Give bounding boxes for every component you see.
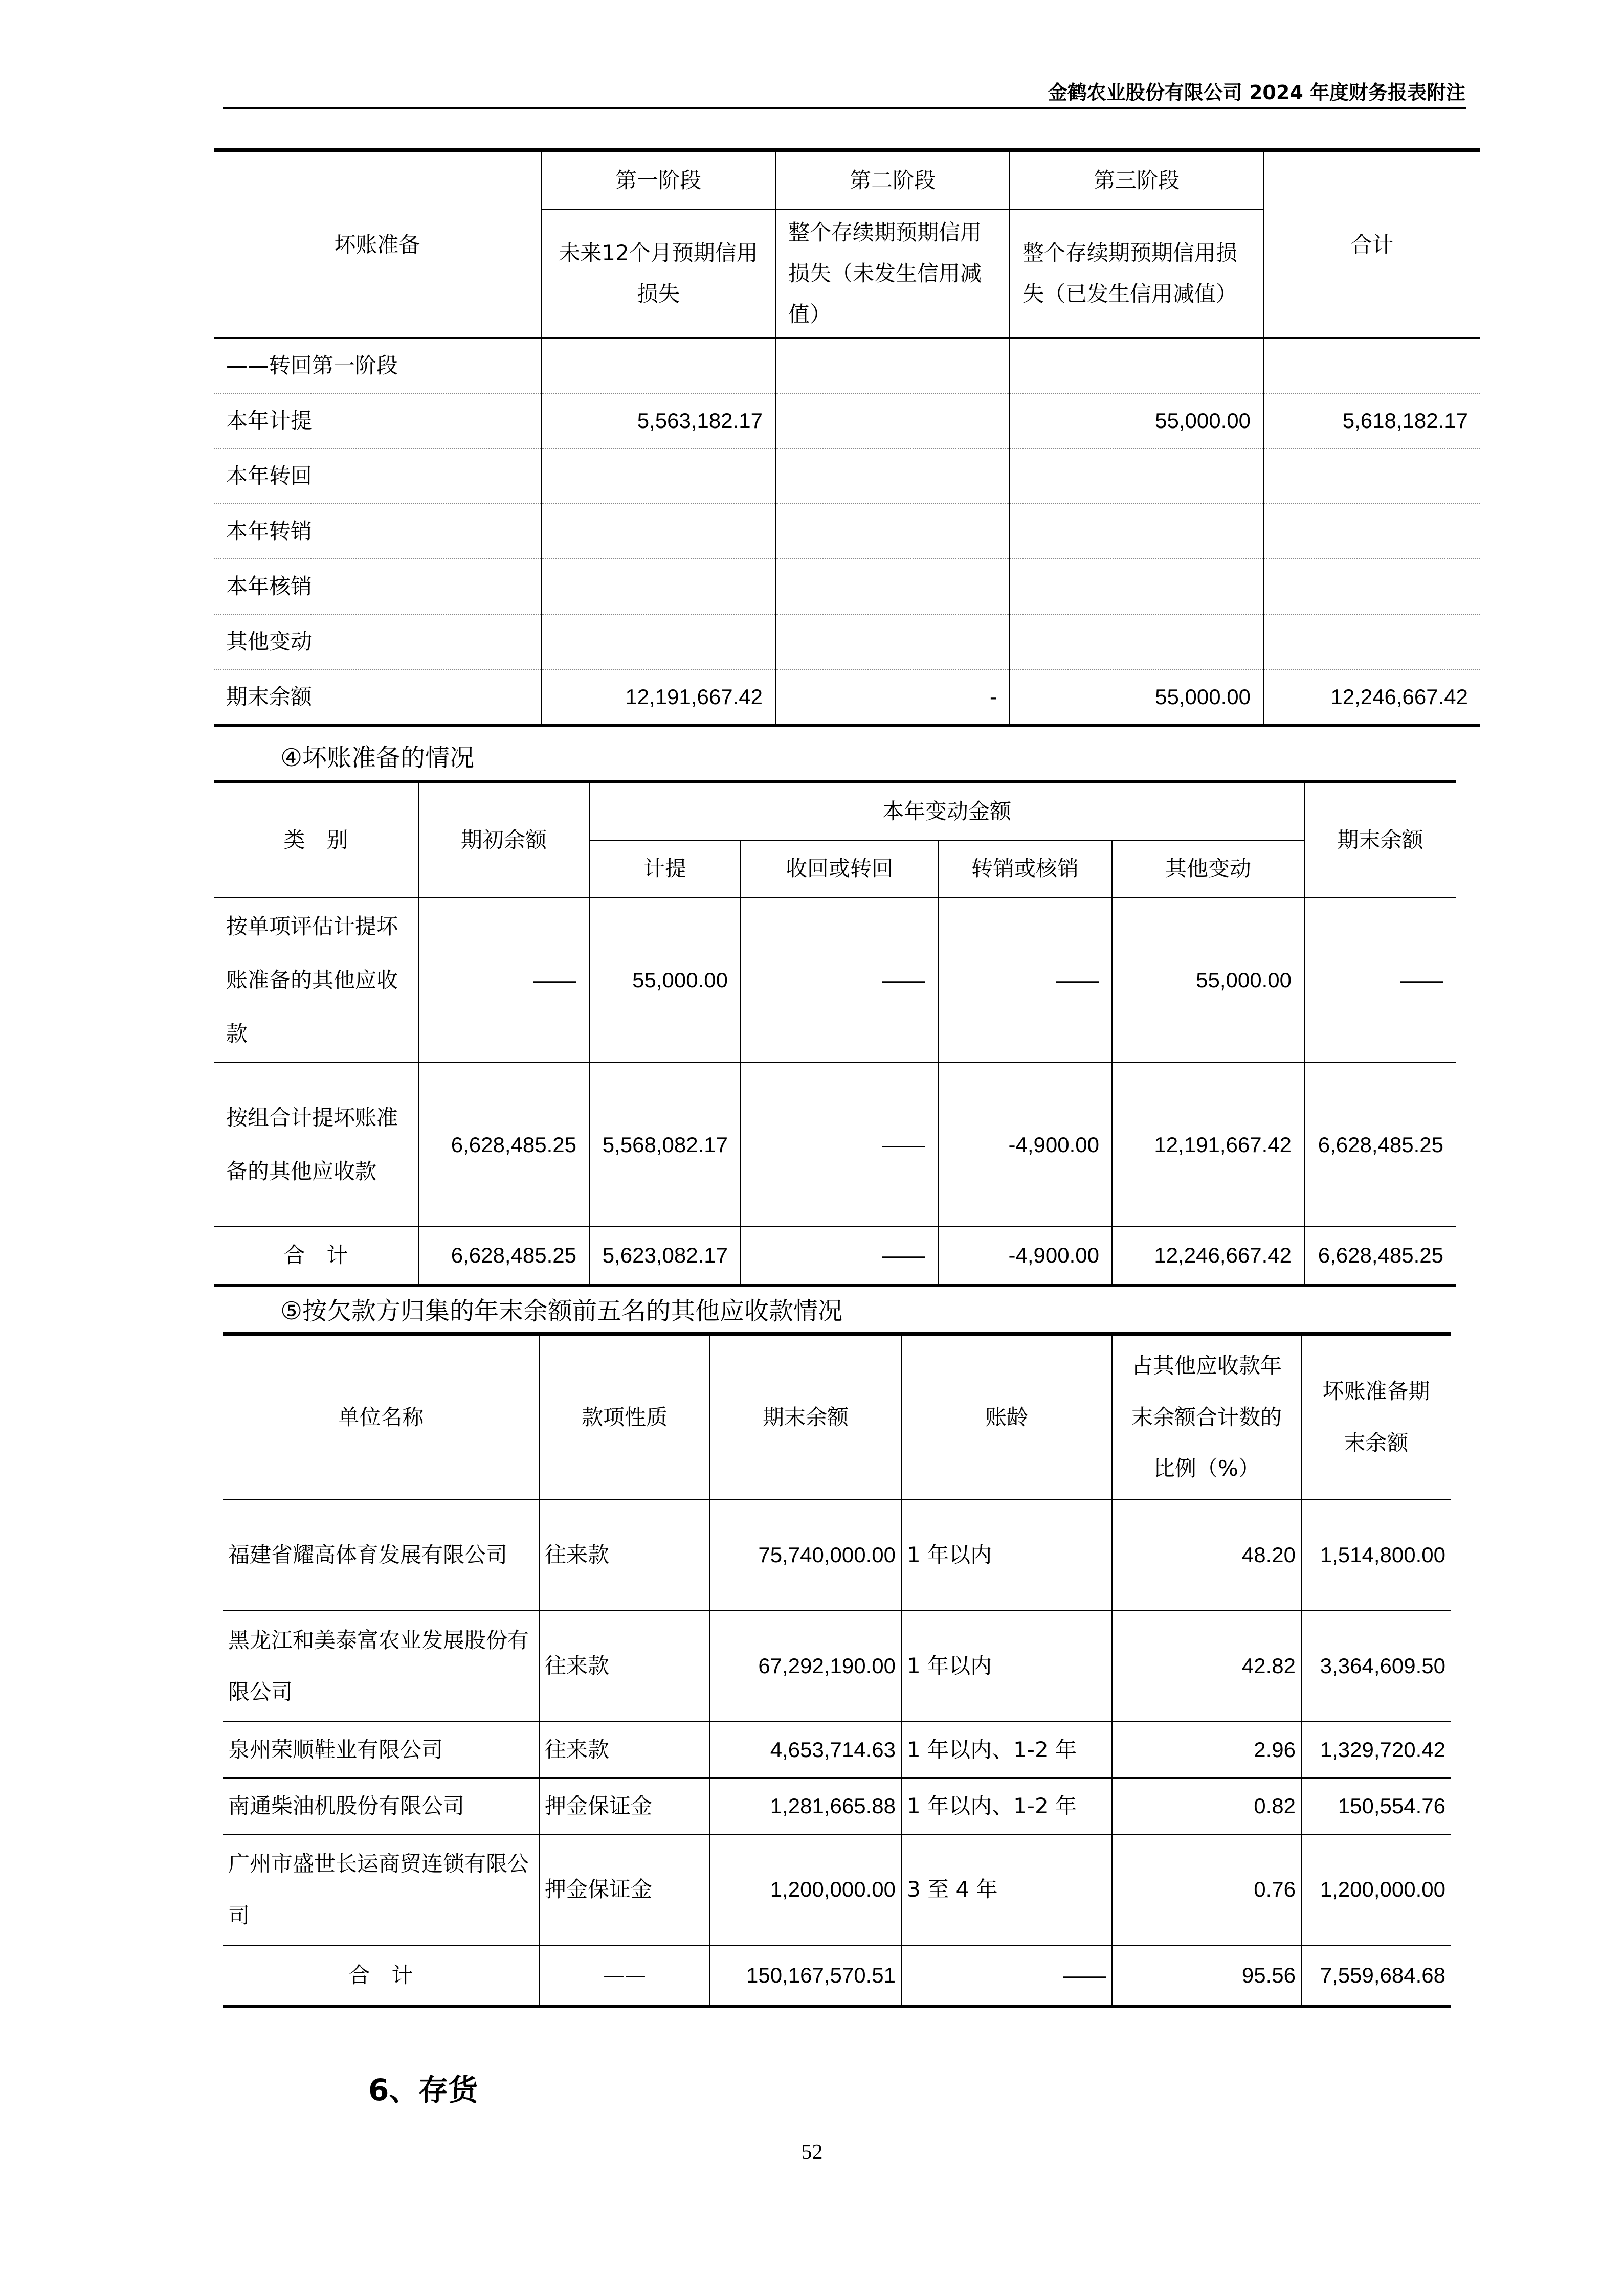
total-value: 12,246,667.42 bbox=[1263, 669, 1480, 726]
stage-2-value bbox=[775, 393, 1010, 448]
category-cell: 按组合计提坏账准备的其他应收款 bbox=[214, 1062, 418, 1227]
stage-2-value bbox=[775, 504, 1010, 559]
recovery-cell: —— bbox=[741, 897, 938, 1062]
nature-cell: 往来款 bbox=[539, 1722, 710, 1778]
name-cell: 黑龙江和美泰富农业发展股份有限公司 bbox=[223, 1611, 539, 1722]
table-row bbox=[214, 448, 1480, 504]
name-cell: 泉州荣顺鞋业有限公司 bbox=[223, 1722, 539, 1778]
header-aging: 账龄 bbox=[901, 1334, 1112, 1500]
total-header-cell: 合计 bbox=[1263, 150, 1480, 338]
aging-cell: 1 年以内、1-2 年 bbox=[901, 1778, 1112, 1834]
table-row bbox=[214, 504, 1480, 559]
header-allowance: 坏账准备期末余额 bbox=[1301, 1334, 1451, 1500]
stage-2-label: 第二阶段 bbox=[775, 150, 1010, 209]
name-cell: 广州市盛世长运商贸连锁有限公司 bbox=[223, 1834, 539, 1945]
row-label: 本年计提 bbox=[214, 393, 541, 448]
row-label: 本年核销 bbox=[214, 559, 541, 614]
stage-3-value: 55,000.00 bbox=[1010, 393, 1263, 448]
header-nature: 款项性质 bbox=[539, 1334, 710, 1500]
total-row bbox=[223, 1945, 1451, 2006]
stage-2-desc: 整个存续期预期信用损失（未发生信用减值） bbox=[775, 209, 1010, 338]
recovery-cell: —— bbox=[741, 1227, 938, 1285]
table-row bbox=[214, 897, 1456, 1062]
stage-2-value bbox=[775, 338, 1010, 393]
page-header-title: 金鹤农业股份有限公司 2024 年度财务报表附注 bbox=[1048, 81, 1465, 104]
table-row bbox=[214, 1062, 1456, 1227]
ratio-cell: 42.82 bbox=[1112, 1611, 1301, 1722]
stage-3-value bbox=[1010, 559, 1263, 614]
accrual-cell: 5,623,082.17 bbox=[589, 1227, 741, 1285]
opening-cell: 6,628,485.25 bbox=[418, 1062, 589, 1227]
balance-cell: 150,167,570.51 bbox=[710, 1945, 901, 2006]
name-cell: 福建省耀高体育发展有限公司 bbox=[223, 1500, 539, 1611]
nature-cell: 押金保证金 bbox=[539, 1834, 710, 1945]
row-label: 其他变动 bbox=[214, 614, 541, 669]
row-header-cell: 坏账准备 bbox=[214, 150, 541, 338]
ratio-cell: 0.76 bbox=[1112, 1834, 1301, 1945]
allowance-cell: 3,364,609.50 bbox=[1301, 1611, 1451, 1722]
closing-cell: —— bbox=[1304, 897, 1456, 1062]
allowance-cell: 150,554.76 bbox=[1301, 1778, 1451, 1834]
accrual-cell: 55,000.00 bbox=[589, 897, 741, 1062]
header-opening: 期初余额 bbox=[418, 782, 589, 898]
balance-cell: 67,292,190.00 bbox=[710, 1611, 901, 1722]
writeoff-cell: —— bbox=[938, 897, 1112, 1062]
header-rule bbox=[223, 107, 1466, 109]
nature-cell: —— bbox=[539, 1945, 710, 2006]
opening-cell: —— bbox=[418, 897, 589, 1062]
stage-2-value bbox=[775, 614, 1010, 669]
total-value bbox=[1263, 559, 1480, 614]
accrual-cell: 5,568,082.17 bbox=[589, 1062, 741, 1227]
total-row bbox=[214, 1227, 1456, 1285]
header-writeoff: 转销或核销 bbox=[938, 840, 1112, 897]
total-label: 合 计 bbox=[223, 1945, 539, 2006]
header-accrual: 计提 bbox=[589, 840, 741, 897]
writeoff-cell: -4,900.00 bbox=[938, 1062, 1112, 1227]
row-label: ——转回第一阶段 bbox=[214, 338, 541, 393]
writeoff-cell: -4,900.00 bbox=[938, 1227, 1112, 1285]
header-name: 单位名称 bbox=[223, 1334, 539, 1500]
total-label: 合 计 bbox=[214, 1227, 418, 1285]
total-value bbox=[1263, 448, 1480, 504]
allowance-stage-table bbox=[214, 148, 1480, 727]
table-row bbox=[223, 1834, 1451, 1945]
stage-1-value bbox=[541, 559, 775, 614]
header-ratio: 占其他应收款年末余额合计数的比例（%） bbox=[1112, 1334, 1301, 1500]
name-cell: 南通柴油机股份有限公司 bbox=[223, 1778, 539, 1834]
ratio-cell: 0.82 bbox=[1112, 1778, 1301, 1834]
page-number: 52 bbox=[801, 2141, 823, 2164]
header-balance: 期末余额 bbox=[710, 1334, 901, 1500]
stage-3-value bbox=[1010, 504, 1263, 559]
ratio-cell: 48.20 bbox=[1112, 1500, 1301, 1611]
stage-3-value: 55,000.00 bbox=[1010, 669, 1263, 726]
stage-2-value: - bbox=[775, 669, 1010, 726]
section-4-title: ④坏账准备的情况 bbox=[280, 744, 475, 772]
stage-3-value bbox=[1010, 338, 1263, 393]
closing-cell: 6,628,485.25 bbox=[1304, 1227, 1456, 1285]
table-row bbox=[214, 393, 1480, 448]
category-cell: 按单项评估计提坏账准备的其他应收款 bbox=[214, 897, 418, 1062]
table-row bbox=[223, 1500, 1451, 1611]
stage-2-value bbox=[775, 448, 1010, 504]
total-value: 5,618,182.17 bbox=[1263, 393, 1480, 448]
total-value bbox=[1263, 504, 1480, 559]
ratio-cell: 2.96 bbox=[1112, 1722, 1301, 1778]
other-cell: 55,000.00 bbox=[1112, 897, 1304, 1062]
stage-1-value bbox=[541, 504, 775, 559]
total-value bbox=[1263, 338, 1480, 393]
allowance-cell: 1,514,800.00 bbox=[1301, 1500, 1451, 1611]
header-recovery: 收回或转回 bbox=[741, 840, 938, 897]
stage-3-value bbox=[1010, 614, 1263, 669]
row-label: 本年转销 bbox=[214, 504, 541, 559]
aging-cell: 3 至 4 年 bbox=[901, 1834, 1112, 1945]
recovery-cell: —— bbox=[741, 1062, 938, 1227]
nature-cell: 往来款 bbox=[539, 1611, 710, 1722]
aging-cell: 1 年以内、1-2 年 bbox=[901, 1722, 1112, 1778]
allowance-cell: 1,329,720.42 bbox=[1301, 1722, 1451, 1778]
stage-3-desc: 整个存续期预期信用损失（已发生信用减值） bbox=[1010, 209, 1263, 338]
table-row bbox=[214, 338, 1480, 393]
total-value bbox=[1263, 614, 1480, 669]
section-6-title: 6、存货 bbox=[368, 2073, 478, 2107]
header-category: 类 别 bbox=[214, 782, 418, 898]
aging-cell: 1 年以内 bbox=[901, 1500, 1112, 1611]
stage-3-value bbox=[1010, 448, 1263, 504]
table-row bbox=[223, 1722, 1451, 1778]
aging-cell: —— bbox=[901, 1945, 1112, 2006]
table-row bbox=[214, 559, 1480, 614]
section-5-title: ⑤按欠款方归集的年末余额前五名的其他应收款情况 bbox=[280, 1297, 843, 1325]
stage-3-label: 第三阶段 bbox=[1010, 150, 1263, 209]
stage-1-label: 第一阶段 bbox=[541, 150, 775, 209]
ratio-cell: 95.56 bbox=[1112, 1945, 1301, 2006]
allowance-cell: 7,559,684.68 bbox=[1301, 1945, 1451, 2006]
stage-2-value bbox=[775, 559, 1010, 614]
header-change-group: 本年变动金额 bbox=[589, 782, 1304, 841]
row-label: 期末余额 bbox=[214, 669, 541, 726]
allowance-movement-table bbox=[214, 780, 1456, 1287]
table-row bbox=[214, 614, 1480, 669]
stage-1-value: 5,563,182.17 bbox=[541, 393, 775, 448]
balance-cell: 75,740,000.00 bbox=[710, 1500, 901, 1611]
opening-cell: 6,628,485.25 bbox=[418, 1227, 589, 1285]
other-cell: 12,246,667.42 bbox=[1112, 1227, 1304, 1285]
header-other: 其他变动 bbox=[1112, 840, 1304, 897]
table-row bbox=[214, 669, 1480, 726]
header-closing: 期末余额 bbox=[1304, 782, 1456, 898]
top-five-receivables-table bbox=[223, 1332, 1451, 2008]
stage-1-value: 12,191,667.42 bbox=[541, 669, 775, 726]
aging-cell: 1 年以内 bbox=[901, 1611, 1112, 1722]
stage-1-desc: 未来12个月预期信用损失 bbox=[541, 209, 775, 338]
balance-cell: 1,200,000.00 bbox=[710, 1834, 901, 1945]
balance-cell: 1,281,665.88 bbox=[710, 1778, 901, 1834]
stage-1-value bbox=[541, 614, 775, 669]
stage-1-value bbox=[541, 448, 775, 504]
closing-cell: 6,628,485.25 bbox=[1304, 1062, 1456, 1227]
other-cell: 12,191,667.42 bbox=[1112, 1062, 1304, 1227]
stage-1-value bbox=[541, 338, 775, 393]
allowance-cell: 1,200,000.00 bbox=[1301, 1834, 1451, 1945]
nature-cell: 往来款 bbox=[539, 1500, 710, 1611]
table-row bbox=[223, 1611, 1451, 1722]
row-label: 本年转回 bbox=[214, 448, 541, 504]
nature-cell: 押金保证金 bbox=[539, 1778, 710, 1834]
table-row bbox=[223, 1778, 1451, 1834]
balance-cell: 4,653,714.63 bbox=[710, 1722, 901, 1778]
